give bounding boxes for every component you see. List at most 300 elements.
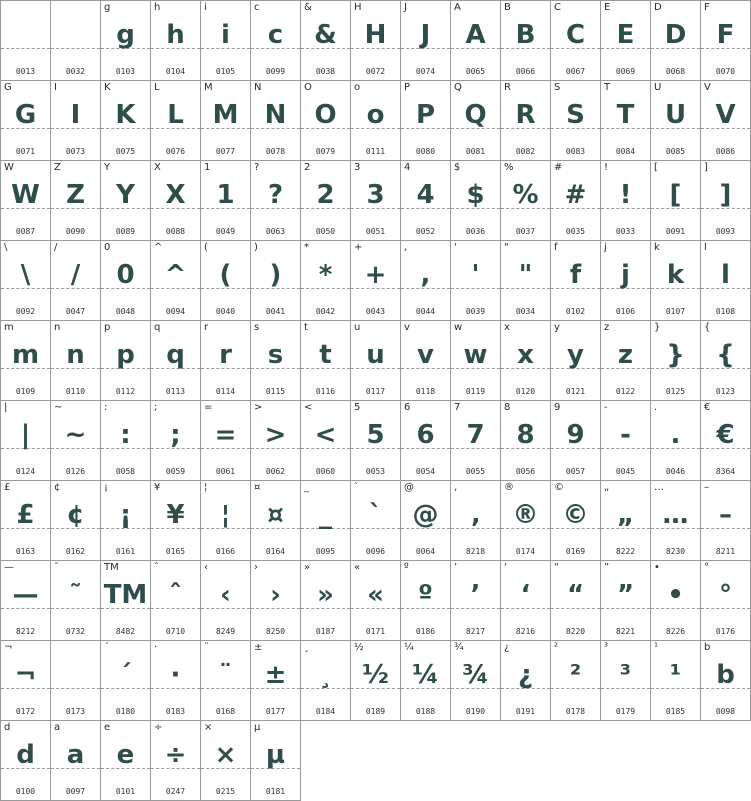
glyph-code: 0125 xyxy=(665,387,686,396)
glyph-char-label: M xyxy=(204,82,213,93)
glyph-cell xyxy=(351,1,401,81)
glyph-sample: U xyxy=(664,100,687,130)
glyph-char-label: · xyxy=(154,642,158,653)
glyph-cell xyxy=(551,321,601,401)
glyph-cell xyxy=(51,1,101,81)
glyph-cell xyxy=(151,81,201,161)
glyph-sample: F xyxy=(716,20,735,50)
glyph-char-label: = xyxy=(204,402,213,413)
glyph-sample: | xyxy=(20,420,31,450)
glyph-sample: ^ xyxy=(164,260,187,290)
glyph-code: 0045 xyxy=(615,467,636,476)
glyph-sample: ! xyxy=(619,180,632,210)
glyph-cell xyxy=(1,721,51,801)
glyph-sample: I xyxy=(70,100,81,130)
glyph-cell xyxy=(651,401,701,481)
glyph-sample: < xyxy=(314,420,337,450)
glyph-cell xyxy=(101,1,151,81)
glyph-sample: p xyxy=(116,340,135,370)
glyph-code: 0191 xyxy=(515,707,536,716)
glyph-code: 0051 xyxy=(365,227,386,236)
glyph-code: 0215 xyxy=(215,787,236,796)
glyph-cell xyxy=(51,81,101,161)
glyph-code: 0057 xyxy=(565,467,586,476)
glyph-char-label: 0 xyxy=(104,242,111,253)
glyph-char-label: [ xyxy=(654,162,658,173)
glyph-char-label: … xyxy=(654,482,664,493)
glyph-char-label: ` xyxy=(354,482,359,493)
glyph-char-label: ! xyxy=(604,162,609,173)
glyph-code: 8212 xyxy=(15,627,36,636)
glyph-cell xyxy=(201,641,251,721)
glyph-sample: 3 xyxy=(366,180,385,210)
glyph-char-label: ¹ xyxy=(654,642,659,653)
glyph-cell xyxy=(651,81,701,161)
glyph-cell xyxy=(51,241,101,321)
glyph-sample: c xyxy=(267,20,284,50)
glyph-sample: ¨ xyxy=(219,660,232,690)
glyph-code: 8249 xyxy=(215,627,236,636)
glyph-cell xyxy=(401,241,451,321)
glyph-code: 0105 xyxy=(215,67,236,76)
glyph-char-label: © xyxy=(554,482,564,493)
glyph-code: 0048 xyxy=(115,307,136,316)
glyph-code: 0075 xyxy=(115,147,136,156)
glyph-sample: ² xyxy=(569,660,582,690)
glyph-char-label: ’ xyxy=(454,562,458,573)
glyph-cell xyxy=(501,321,551,401)
glyph-sample: º xyxy=(418,580,433,610)
glyph-sample: S xyxy=(566,100,585,130)
glyph-cell xyxy=(301,161,351,241)
glyph-cell xyxy=(51,561,101,641)
glyph-char-label: k xyxy=(654,242,660,253)
glyph-char-label: ® xyxy=(504,482,514,493)
glyph-char-label: ( xyxy=(204,242,208,253)
glyph-cell xyxy=(601,1,651,81)
glyph-code: 0080 xyxy=(415,147,436,156)
glyph-cell xyxy=(551,241,601,321)
glyph-cell xyxy=(101,641,151,721)
glyph-char-label: u xyxy=(354,322,361,333)
glyph-char-label: d xyxy=(4,722,11,733)
glyph-cell xyxy=(101,721,151,801)
glyph-code: 0171 xyxy=(365,627,386,636)
glyph-sample: ‚ xyxy=(470,500,481,530)
glyph-cell xyxy=(301,81,351,161)
glyph-code: 0100 xyxy=(15,787,36,796)
glyph-char-label: ² xyxy=(554,642,559,653)
glyph-sample: $ xyxy=(466,180,485,210)
glyph-code: 0118 xyxy=(415,387,436,396)
glyph-code: 0054 xyxy=(415,467,436,476)
glyph-char-label: > xyxy=(254,402,263,413)
glyph-char-label: H xyxy=(354,2,362,13)
glyph-code: 0165 xyxy=(165,547,186,556)
glyph-char-label: K xyxy=(104,82,111,93)
glyph-cell xyxy=(701,561,751,641)
glyph-code: 0078 xyxy=(265,147,286,156)
glyph-code: 8216 xyxy=(515,627,536,636)
glyph-sample: ˜ xyxy=(69,580,82,610)
glyph-code: 0089 xyxy=(115,227,136,236)
glyph-cell xyxy=(401,401,451,481)
glyph-code: 0049 xyxy=(215,227,236,236)
glyph-code: 0119 xyxy=(465,387,486,396)
glyph-cell xyxy=(251,81,301,161)
glyph-char-label: ± xyxy=(254,642,263,653)
glyph-char-label: X xyxy=(154,162,161,173)
glyph-code: 0110 xyxy=(65,387,86,396)
glyph-code: 0077 xyxy=(215,147,236,156)
glyph-char-label: R xyxy=(504,82,511,93)
glyph-code: 0093 xyxy=(715,227,736,236)
glyph-char-label: ¡ xyxy=(104,482,109,493)
glyph-code: 0055 xyxy=(465,467,486,476)
glyph-code: 0034 xyxy=(515,307,536,316)
glyph-sample: m xyxy=(11,340,40,370)
glyph-code: 0190 xyxy=(465,707,486,716)
glyph-char-label: S xyxy=(554,82,561,93)
glyph-cell xyxy=(401,161,451,241)
glyph-sample: ¡ xyxy=(119,500,132,530)
glyph-cell xyxy=(451,561,501,641)
glyph-code: 0046 xyxy=(665,467,686,476)
glyph-code: 0114 xyxy=(215,387,236,396)
glyph-code: 8220 xyxy=(565,627,586,636)
glyph-cell xyxy=(1,561,51,641)
glyph-sample xyxy=(1,15,50,55)
glyph-sample: £ xyxy=(16,500,35,530)
glyph-char-label: P xyxy=(404,82,411,93)
glyph-code: 0095 xyxy=(315,547,336,556)
glyph-sample: > xyxy=(264,420,287,450)
glyph-sample xyxy=(51,655,100,695)
glyph-sample: – xyxy=(719,500,732,530)
glyph-char-label: • xyxy=(654,562,660,573)
glyph-char-label: F xyxy=(704,2,710,13)
glyph-cell xyxy=(151,321,201,401)
glyph-code: 0179 xyxy=(615,707,636,716)
glyph-code: 0056 xyxy=(515,467,536,476)
glyph-char-label: i xyxy=(204,2,207,13)
glyph-sample: ' xyxy=(471,260,480,290)
glyph-char-label: " xyxy=(504,242,509,253)
glyph-cell xyxy=(501,241,551,321)
glyph-code: 0040 xyxy=(215,307,236,316)
glyph-code: 0097 xyxy=(65,787,86,796)
glyph-code: 0063 xyxy=(265,227,286,236)
glyph-char-label: L xyxy=(154,82,160,93)
glyph-sample: « xyxy=(367,580,384,610)
glyph-char-label: ¢ xyxy=(54,482,61,493)
glyph-cell xyxy=(551,161,601,241)
glyph-char-label: J xyxy=(404,2,407,13)
glyph-char-label: j xyxy=(604,242,607,253)
glyph-char-label: p xyxy=(104,322,111,333)
glyph-char-label: ° xyxy=(704,562,709,573)
glyph-cell xyxy=(701,401,751,481)
glyph-code: 0053 xyxy=(365,467,386,476)
glyph-code: 0033 xyxy=(615,227,636,236)
glyph-char-label: $ xyxy=(454,162,461,173)
glyph-cell xyxy=(651,561,701,641)
glyph-cell xyxy=(301,561,351,641)
glyph-cell xyxy=(301,481,351,561)
glyph-code: 0079 xyxy=(315,147,336,156)
glyph-cell xyxy=(451,1,501,81)
glyph-sample: ” xyxy=(616,580,635,610)
glyph-char-label: ¥ xyxy=(154,482,161,493)
glyph-code: 0091 xyxy=(665,227,686,236)
glyph-cell xyxy=(201,241,251,321)
glyph-code: 0101 xyxy=(115,787,136,796)
glyph-code: 0092 xyxy=(15,307,36,316)
glyph-code: 0039 xyxy=(465,307,486,316)
glyph-cell xyxy=(251,321,301,401)
glyph-code: 0070 xyxy=(715,67,736,76)
glyph-cell xyxy=(701,161,751,241)
glyph-sample: ¼ xyxy=(412,660,439,690)
glyph-char-label: w xyxy=(454,322,463,333)
glyph-char-label: a xyxy=(54,722,61,733)
glyph-cell xyxy=(51,321,101,401)
glyph-char-label: W xyxy=(4,162,14,173)
glyph-char-label: n xyxy=(54,322,61,333)
glyph-sample: a xyxy=(66,740,85,770)
glyph-code: 0176 xyxy=(715,627,736,636)
glyph-char-label: ‹ xyxy=(204,562,208,573)
glyph-char-label: s xyxy=(254,322,260,333)
glyph-cell xyxy=(201,481,251,561)
glyph-char-label: U xyxy=(654,82,662,93)
glyph-sample: { xyxy=(716,340,735,370)
glyph-code: 0177 xyxy=(265,707,286,716)
glyph-sample: ¢ xyxy=(66,500,85,530)
glyph-cell xyxy=(451,161,501,241)
glyph-sample: u xyxy=(366,340,385,370)
glyph-sample: e xyxy=(116,740,135,770)
glyph-sample: [ xyxy=(669,180,682,210)
glyph-code: 8218 xyxy=(465,547,486,556)
glyph-sample: M xyxy=(212,100,239,130)
glyph-cell xyxy=(551,481,601,561)
glyph-sample: Z xyxy=(66,180,85,210)
glyph-char-label: Y xyxy=(104,162,111,173)
glyph-sample: µ xyxy=(265,740,286,770)
glyph-char-label: ¬ xyxy=(4,642,13,653)
glyph-char-label: o xyxy=(354,82,361,93)
glyph-code: 0032 xyxy=(65,67,86,76)
glyph-code: 0178 xyxy=(565,707,586,716)
glyph-sample: D xyxy=(664,20,687,50)
glyph-sample: B xyxy=(515,20,536,50)
glyph-sample: L xyxy=(167,100,184,130)
glyph-sample: s xyxy=(267,340,284,370)
glyph-sample: — xyxy=(12,580,39,610)
glyph-char-label: × xyxy=(204,722,213,733)
glyph-char-label: N xyxy=(254,82,262,93)
glyph-code: 0120 xyxy=(515,387,536,396)
glyph-char-label: ~ xyxy=(54,402,63,413)
glyph-cell xyxy=(401,481,451,561)
glyph-cell xyxy=(1,161,51,241)
glyph-sample: ¿ xyxy=(517,660,534,690)
glyph-cell xyxy=(1,641,51,721)
glyph-code: 0067 xyxy=(565,67,586,76)
glyph-sample: y xyxy=(567,340,584,370)
glyph-sample: : xyxy=(120,420,131,450)
glyph-char-label: 9 xyxy=(554,402,561,413)
glyph-sample: K xyxy=(115,100,136,130)
glyph-code: 0068 xyxy=(665,67,686,76)
glyph-char-label: 6 xyxy=(404,402,411,413)
glyph-char-label: + xyxy=(354,242,363,253)
glyph-cell xyxy=(451,401,501,481)
glyph-sample: W xyxy=(11,180,40,210)
glyph-cell xyxy=(1,81,51,161)
glyph-cell xyxy=(101,241,151,321)
glyph-cell xyxy=(451,241,501,321)
glyph-char-label: ] xyxy=(704,162,708,173)
glyph-cell xyxy=(601,241,651,321)
glyph-code: 0061 xyxy=(215,467,236,476)
glyph-code: 0168 xyxy=(215,707,236,716)
glyph-cell xyxy=(1,1,51,81)
glyph-char-label: h xyxy=(154,2,161,13)
glyph-code: 0112 xyxy=(115,387,136,396)
glyph-sample: P xyxy=(415,100,436,130)
glyph-code: 0038 xyxy=(315,67,336,76)
glyph-char-label: ³ xyxy=(604,642,609,653)
glyph-cell xyxy=(201,321,251,401)
glyph-char-label: ” xyxy=(604,562,610,573)
glyph-code: 0188 xyxy=(415,707,436,716)
glyph-char-label: , xyxy=(404,242,408,253)
glyph-char-label: £ xyxy=(4,482,11,493)
glyph-cell xyxy=(501,81,551,161)
glyph-cell xyxy=(151,161,201,241)
glyph-code: 0103 xyxy=(115,67,136,76)
glyph-cell xyxy=(251,401,301,481)
glyph-code: 0166 xyxy=(215,547,236,556)
glyph-code: 0065 xyxy=(465,67,486,76)
glyph-char-label: \ xyxy=(4,242,8,253)
glyph-cell xyxy=(501,561,551,641)
glyph-cell xyxy=(351,561,401,641)
glyph-cell xyxy=(1,321,51,401)
glyph-code: 0082 xyxy=(515,147,536,156)
glyph-code: 0060 xyxy=(315,467,336,476)
glyph-sample: } xyxy=(666,340,685,370)
glyph-code: 0183 xyxy=(165,707,186,716)
glyph-code: 0106 xyxy=(615,307,636,316)
glyph-sample: 9 xyxy=(566,420,585,450)
glyph-code: 0174 xyxy=(515,547,536,556)
glyph-cell xyxy=(301,241,351,321)
glyph-cell xyxy=(501,481,551,561)
glyph-cell xyxy=(151,721,201,801)
glyph-code: 0186 xyxy=(415,627,436,636)
glyph-char-label: v xyxy=(404,322,410,333)
glyph-sample: Y xyxy=(116,180,135,210)
glyph-char-label: V xyxy=(704,82,711,93)
glyph-char-label: Q xyxy=(454,82,462,93)
glyph-code: 0090 xyxy=(65,227,86,236)
glyph-char-label: 3 xyxy=(354,162,361,173)
glyph-cell xyxy=(701,241,751,321)
glyph-sample: = xyxy=(214,420,237,450)
glyph-char-label: ' xyxy=(454,242,457,253)
glyph-char-label: ˜ xyxy=(54,562,59,573)
glyph-sample: 4 xyxy=(416,180,435,210)
glyph-code: 0181 xyxy=(265,787,286,796)
glyph-cell xyxy=(51,481,101,561)
glyph-code: 8482 xyxy=(115,627,136,636)
glyph-char-label: µ xyxy=(254,722,261,733)
glyph-char-label: g xyxy=(104,2,111,13)
glyph-char-label: 7 xyxy=(454,402,461,413)
glyph-code: 0169 xyxy=(565,547,586,556)
glyph-cell xyxy=(301,641,351,721)
glyph-cell xyxy=(401,641,451,721)
glyph-sample: 1 xyxy=(216,180,235,210)
glyph-char-label: : xyxy=(104,402,108,413)
glyph-cell xyxy=(451,641,501,721)
glyph-sample: C xyxy=(565,20,586,50)
glyph-code: 8221 xyxy=(615,627,636,636)
glyph-cell xyxy=(501,161,551,241)
glyph-sample: f xyxy=(569,260,582,290)
glyph-cell xyxy=(551,401,601,481)
glyph-char-label: . xyxy=(654,402,658,413)
glyph-cell xyxy=(51,721,101,801)
glyph-code: 0074 xyxy=(415,67,436,76)
glyph-code: 0710 xyxy=(165,627,186,636)
glyph-sample: TM xyxy=(103,580,148,610)
glyph-char-label: « xyxy=(354,562,361,573)
glyph-code: 0102 xyxy=(565,307,586,316)
glyph-sample: X xyxy=(165,180,186,210)
glyph-char-label: C xyxy=(554,2,561,13)
glyph-cell xyxy=(251,161,301,241)
glyph-code: 0172 xyxy=(15,707,36,716)
glyph-cell xyxy=(151,401,201,481)
glyph-sample: 0 xyxy=(116,260,135,290)
glyph-code: 0116 xyxy=(315,387,336,396)
glyph-code: 0104 xyxy=(165,67,186,76)
glyph-char-label: 8 xyxy=(504,402,511,413)
glyph-sample: _ xyxy=(319,500,332,530)
glyph-code: 0164 xyxy=(265,547,286,556)
glyph-cell xyxy=(501,641,551,721)
glyph-char-label: % xyxy=(504,162,514,173)
glyph-cell xyxy=(351,161,401,241)
glyph-code: 0124 xyxy=(15,467,36,476)
glyph-cell xyxy=(201,721,251,801)
glyph-sample: Q xyxy=(464,100,487,130)
glyph-char-label: ^ xyxy=(154,242,163,253)
glyph-cell xyxy=(551,641,601,721)
glyph-cell xyxy=(601,81,651,161)
glyph-code: 0073 xyxy=(65,147,86,156)
glyph-char-label: € xyxy=(704,402,711,413)
glyph-sample: . xyxy=(670,420,681,450)
glyph-cell xyxy=(651,1,701,81)
glyph-sample: b xyxy=(716,660,735,690)
glyph-char-label: ˆ xyxy=(154,562,159,573)
glyph-char-label: @ xyxy=(404,482,414,493)
